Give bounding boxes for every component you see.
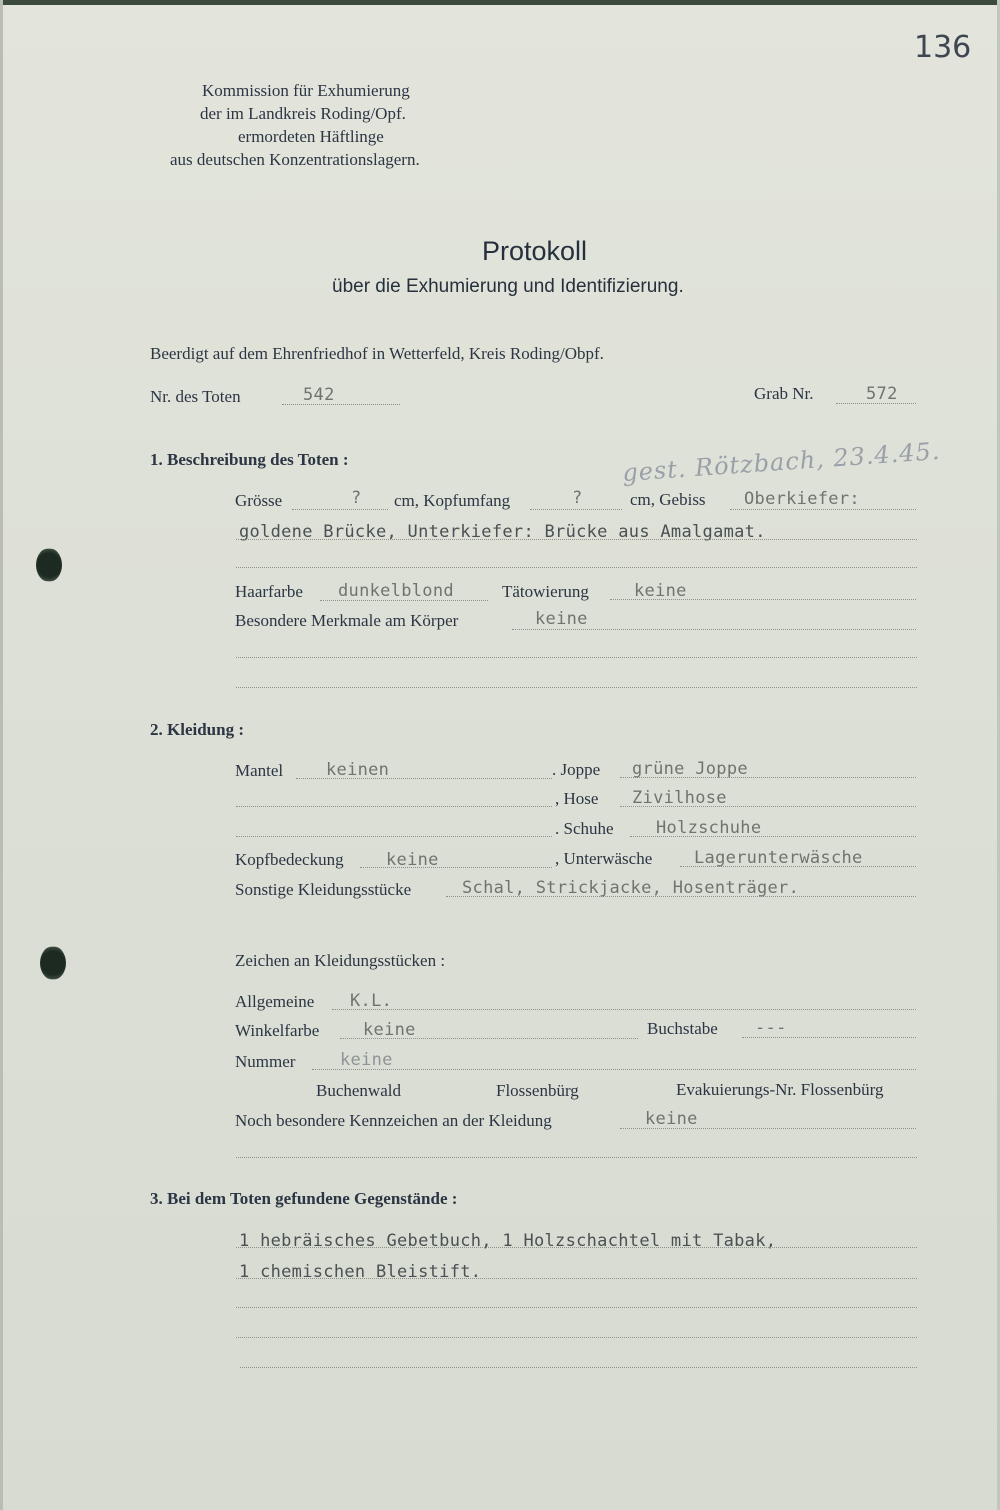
teeth-line-2 <box>236 539 917 540</box>
section1-heading: 1. Beschreibung des Toten : <box>150 450 349 469</box>
jacket-value: grüne Joppe <box>632 759 748 779</box>
top-edge <box>0 0 1000 5</box>
section2-heading: 2. Kleidung : <box>150 720 244 739</box>
hair-label: Haarfarbe <box>235 582 303 601</box>
clothing-marks-heading: Zeichen an Kleidungsstücken : <box>235 951 446 970</box>
size-line <box>292 509 388 510</box>
other-clothing-value: Schal, Strickjacke, Hosenträger. <box>462 878 800 898</box>
size-value: ? <box>351 488 362 508</box>
dead-number-value: 542 <box>303 385 335 405</box>
header-line-2: der im Landkreis Roding/Opf. <box>200 104 406 123</box>
items-rule-4 <box>236 1337 917 1338</box>
head-value: ? <box>572 488 583 508</box>
items-rule-5 <box>240 1367 917 1368</box>
trousers-line-left <box>236 806 552 807</box>
trousers-label: , Hose <box>555 789 599 808</box>
letter-label: Buchstabe <box>647 1019 718 1038</box>
special-marks-line-2 <box>236 1157 917 1158</box>
burial-line: Beerdigt auf dem Ehrenfriedhof in Wetterfeld, Kreis Roding/Obpf. <box>150 344 604 363</box>
grave-number-label: Grab Nr. <box>754 384 814 403</box>
header-line-3: ermordeten Häftlinge <box>238 127 384 146</box>
special-marks-value: keine <box>645 1109 698 1129</box>
cm-head-label: cm, Kopfumfang <box>394 491 511 510</box>
number-label: Nummer <box>235 1052 296 1071</box>
body-marks-value: keine <box>535 609 588 629</box>
body-marks-line-2 <box>236 657 917 658</box>
page-subtitle: über die Exhumierung und Identifizierung. <box>332 276 684 297</box>
header-line-1: Kommission für Exhumierung <box>202 81 410 100</box>
underwear-label: , Unterwäsche <box>555 849 653 868</box>
cm-teeth-label: cm, Gebiss <box>630 490 706 509</box>
page-title: Protokoll <box>482 236 588 266</box>
grave-number-value: 572 <box>866 384 898 404</box>
items-rule-3 <box>236 1307 917 1308</box>
teeth-value-1: Oberkiefer: <box>744 489 860 509</box>
number-line <box>312 1069 916 1070</box>
hair-value: dunkelblond <box>338 581 454 601</box>
dead-number-line <box>282 404 400 405</box>
dead-number-label: Nr. des Toten <box>150 387 241 406</box>
angle-color-label: Winkelfarbe <box>235 1021 320 1040</box>
headwear-label: Kopfbedeckung <box>235 850 344 869</box>
items-rule-2 <box>236 1278 917 1279</box>
body-marks-label: Besondere Merkmale am Körper <box>235 611 459 630</box>
shoes-label: . Schuhe <box>555 819 614 838</box>
header-line-4: aus deutschen Konzentrationslagern. <box>170 150 420 169</box>
teeth-line-3 <box>236 567 917 568</box>
page-number: 136 <box>914 30 972 65</box>
body-marks-line <box>512 629 916 630</box>
handwritten-note: gest. Rötzbach, 23.4.45. <box>621 436 942 488</box>
headwear-value: keine <box>386 850 439 870</box>
shoes-value: Holzschuhe <box>656 818 762 838</box>
letter-value: --- <box>755 1018 787 1038</box>
special-marks-label: Noch besondere Kennzeichen an der Kleidung <box>235 1111 552 1130</box>
general-mark-value: K.L. <box>350 991 393 1011</box>
angle-color-value: keine <box>363 1020 416 1040</box>
trousers-value: Zivilhose <box>632 788 727 808</box>
general-mark-line <box>332 1009 916 1010</box>
items-line-1: 1 hebräisches Gebetbuch, 1 Holzschachtel mit Tabak, <box>239 1231 777 1251</box>
teeth-value-2: goldene Brücke, Unterkiefer: Brücke aus Amalgamat. <box>239 522 766 542</box>
general-mark-label: Allgemeine <box>235 992 315 1011</box>
coat-label: Mantel <box>235 761 284 780</box>
evacuation-label: Evakuierungs-Nr. Flossenbürg <box>676 1080 884 1099</box>
other-clothing-label: Sonstige Kleidungsstücke <box>235 880 412 899</box>
punch-hole-bottom <box>40 946 66 980</box>
left-edge <box>0 0 3 1510</box>
underwear-value: Lagerunterwäsche <box>694 848 863 868</box>
teeth-line-1 <box>730 509 916 510</box>
head-line <box>530 509 622 510</box>
tattoo-value: keine <box>634 581 687 601</box>
size-label: Grösse <box>235 491 283 510</box>
punch-hole-top <box>36 548 62 582</box>
section3-heading: 3. Bei dem Toten gefundene Gegenstände : <box>150 1189 458 1208</box>
camp-buchenwald: Buchenwald <box>316 1081 401 1100</box>
body-marks-line-3 <box>236 687 917 688</box>
camp-flossenbuerg: Flossenbürg <box>496 1081 579 1100</box>
coat-value: keinen <box>326 760 390 780</box>
number-value: keine <box>340 1050 393 1070</box>
tattoo-label: Tätowierung <box>502 582 589 601</box>
shoes-line-left <box>236 836 552 837</box>
items-rule-1 <box>236 1247 917 1248</box>
items-line-2: 1 chemischen Bleistift. <box>239 1262 482 1282</box>
jacket-label: . Joppe <box>552 760 601 779</box>
